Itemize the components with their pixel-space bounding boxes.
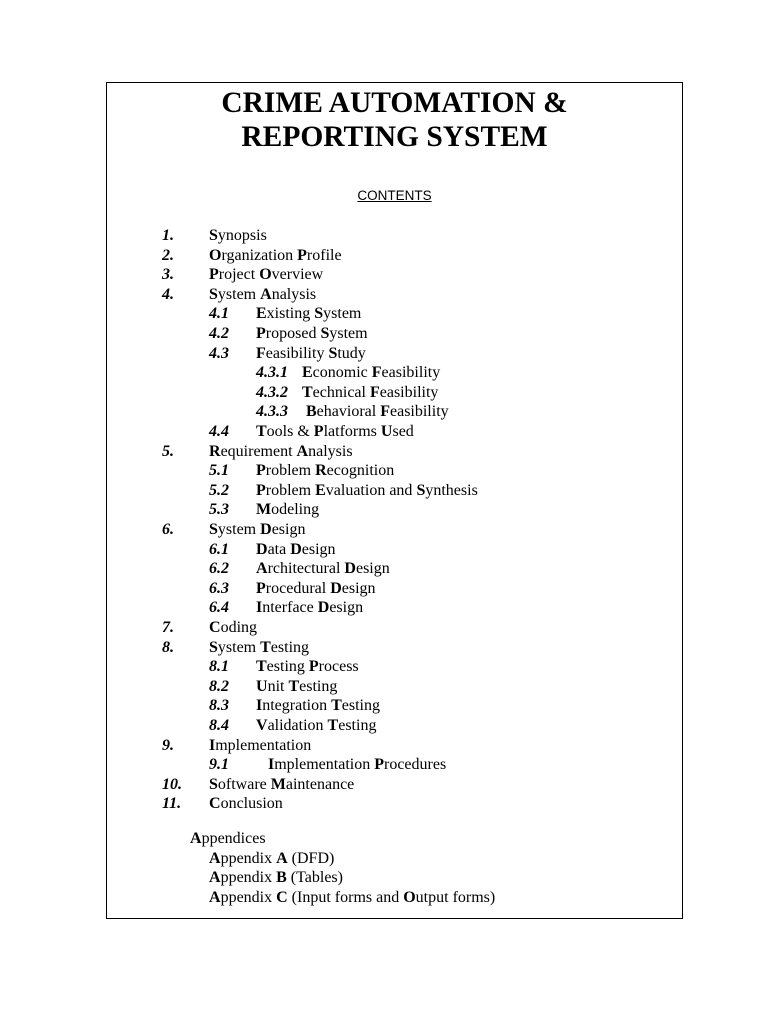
toc-entry-number: 9. bbox=[162, 736, 174, 754]
toc-entry-number: 4.1 bbox=[209, 305, 229, 323]
toc-entry bbox=[0, 363, 768, 383]
toc-entry-number: 6. bbox=[162, 521, 174, 538]
toc-entry-label: Feasibility Study bbox=[256, 344, 366, 362]
title-line-1: CRIME AUTOMATION & bbox=[221, 87, 568, 119]
toc-entry-number: 4.3.3 bbox=[256, 403, 288, 421]
toc-entry-label: Conclusion bbox=[209, 795, 283, 813]
toc-entry-number: 4.3.1 bbox=[256, 364, 288, 382]
contents-heading: CONTENTS bbox=[357, 188, 432, 203]
toc-entry-number: 5.1 bbox=[209, 462, 229, 480]
toc-entry-number: 3. bbox=[162, 266, 174, 284]
toc-entry-number: 5.3 bbox=[209, 501, 229, 519]
toc-entry-number: 4.4 bbox=[209, 423, 229, 440]
toc-entry-label: Procedural Design bbox=[256, 579, 376, 597]
toc-entry-label: Synopsis bbox=[209, 227, 267, 244]
toc-entry bbox=[0, 696, 768, 716]
toc-entry-label: Implementation Procedures bbox=[268, 756, 447, 774]
toc-entry-number: 8.4 bbox=[209, 717, 229, 734]
toc-entry-label: Testing Process bbox=[256, 658, 359, 676]
toc-entry-number: 6.4 bbox=[209, 599, 229, 617]
toc-entry bbox=[0, 461, 768, 481]
toc-entry bbox=[0, 442, 768, 462]
toc-entry-label: Behavioral Feasibility bbox=[306, 403, 449, 421]
toc-entry-label: Existing System bbox=[256, 305, 362, 323]
document-title bbox=[106, 86, 683, 154]
toc-entry-label: Validation Testing bbox=[256, 717, 377, 734]
toc-entry bbox=[0, 481, 768, 501]
toc-entry-label: Problem Evaluation and Synthesis bbox=[256, 481, 478, 499]
toc-entry-number: 6.1 bbox=[209, 540, 229, 558]
toc-entry-number: 8.3 bbox=[209, 697, 229, 715]
toc-entry-label: Problem Recognition bbox=[256, 462, 395, 480]
toc-entry-label: System Analysis bbox=[209, 285, 317, 303]
toc-entry bbox=[0, 344, 768, 364]
toc-entry-label: Coding bbox=[209, 619, 258, 636]
toc-entry-label: System Testing bbox=[209, 638, 310, 656]
toc-entry-label: Tools & Platforms Used bbox=[256, 423, 414, 440]
appendices-heading: Appendices bbox=[190, 830, 266, 847]
toc-entry bbox=[0, 226, 768, 246]
toc-entry bbox=[0, 755, 768, 775]
toc-entry bbox=[0, 775, 768, 795]
toc-entry-label: System Design bbox=[209, 521, 306, 538]
toc-entry-label: Software Maintenance bbox=[209, 775, 355, 793]
toc-entry-number: 11. bbox=[162, 795, 182, 813]
toc-entry bbox=[0, 638, 768, 658]
toc-entry bbox=[0, 736, 768, 756]
toc-entry bbox=[0, 618, 768, 638]
toc-entry-number: 4.3 bbox=[209, 344, 229, 362]
toc-entry-label: Modeling bbox=[256, 501, 320, 519]
toc-entry-label: Proposed System bbox=[256, 325, 368, 342]
appendix-item: Appendix B (Tables) bbox=[209, 869, 343, 887]
toc-entry-label: Architectural Design bbox=[256, 560, 390, 578]
toc-entry bbox=[0, 520, 768, 540]
toc-entry-number: 1. bbox=[162, 227, 174, 244]
toc-entry-number: 4.3.2 bbox=[256, 383, 288, 401]
toc-entry bbox=[0, 657, 768, 677]
toc-entry-number: 6.3 bbox=[209, 579, 229, 597]
toc-entry-number: 9.1 bbox=[209, 756, 229, 774]
toc-entry-number: 5.2 bbox=[209, 481, 229, 499]
toc-entry-number: 7. bbox=[162, 619, 174, 636]
toc-entry-label: Data Design bbox=[256, 540, 336, 558]
toc-entry bbox=[0, 559, 768, 579]
toc-entry bbox=[0, 794, 768, 814]
toc-entry-label: Organization Profile bbox=[209, 246, 342, 264]
toc-entry bbox=[0, 402, 768, 422]
appendix-item: Appendix C (Input forms and Output forms) bbox=[209, 888, 496, 906]
toc-entry bbox=[0, 324, 768, 344]
toc-entry-label: Implementation bbox=[209, 736, 312, 754]
toc-entry-label: Technical Feasibility bbox=[302, 383, 439, 401]
toc-entry bbox=[0, 265, 768, 285]
toc-entry-label: Integration Testing bbox=[256, 697, 380, 715]
toc-entry-label: Economic Feasibility bbox=[302, 364, 441, 382]
toc-entry-number: 6.2 bbox=[209, 560, 229, 578]
toc-entry bbox=[0, 383, 768, 403]
toc-entry-number: 2. bbox=[162, 246, 174, 264]
toc-entry bbox=[0, 285, 768, 305]
toc-entry bbox=[0, 500, 768, 520]
toc-entry bbox=[0, 422, 768, 442]
toc-entry bbox=[0, 304, 768, 324]
toc-entry-number: 8. bbox=[162, 638, 174, 656]
toc-entry bbox=[0, 540, 768, 560]
toc-entry bbox=[0, 246, 768, 266]
toc-entry-number: 5. bbox=[162, 442, 174, 460]
toc-entry-number: 4. bbox=[162, 285, 174, 303]
appendix-item: Appendix A (DFD) bbox=[209, 849, 335, 867]
toc-entry bbox=[0, 598, 768, 618]
toc-entry-label: Project Overview bbox=[209, 266, 324, 284]
toc-entry-label: Requirement Analysis bbox=[209, 442, 353, 460]
title-line-2: REPORTING SYSTEM bbox=[241, 121, 548, 153]
toc-entry-label: Unit Testing bbox=[256, 677, 338, 695]
toc-entry bbox=[0, 716, 768, 736]
toc-entry bbox=[0, 579, 768, 599]
toc-entry bbox=[0, 677, 768, 697]
toc-entry-number: 10. bbox=[162, 775, 182, 793]
toc-entry-number: 4.2 bbox=[209, 325, 229, 342]
toc-entry-number: 8.2 bbox=[209, 677, 229, 695]
toc-entry-label: Interface Design bbox=[256, 599, 364, 617]
toc-entry-number: 8.1 bbox=[209, 658, 229, 676]
